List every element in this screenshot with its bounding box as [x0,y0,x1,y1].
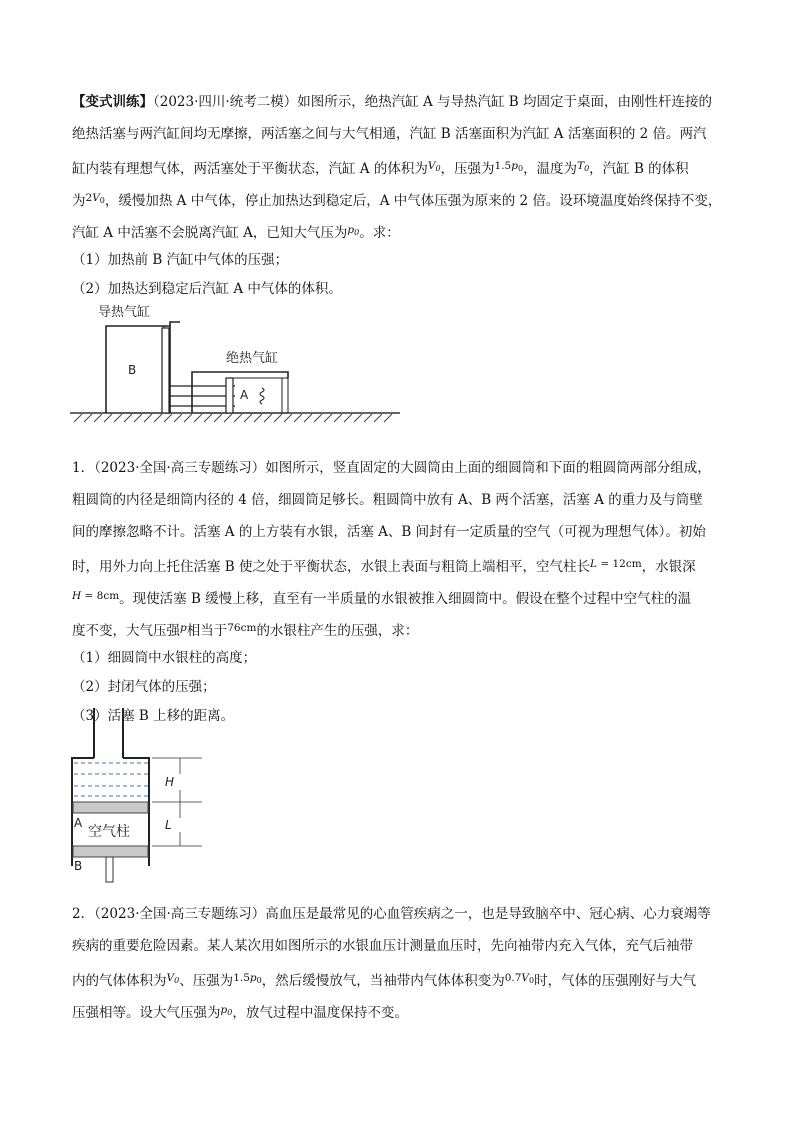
piston-a [73,802,148,813]
math-h-8cm: H = 8cm [72,590,120,602]
q2-paragraph [72,898,724,1026]
q1-figure [66,706,206,886]
math-l-12cm: L = 12cm [590,558,642,570]
q0-fig-label-b: B [128,363,137,377]
q0-line-2: 绝热活塞与两汽缸间均无摩擦，两活塞之间与大气相通，汽缸 B 活塞面积为汽缸 A 活塞面积的 2 倍。两汽 [72,126,707,142]
piston-rod [106,857,113,882]
q0-figure [70,300,410,425]
q1-line-6: 度不变，大气压强$^p$相当于$^{76cm}$的水银柱产生的压强，求： [72,622,419,639]
q0-paragraph [72,86,724,304]
thin-tube [94,708,123,758]
piston-b [73,846,148,857]
q0-line-1: 【变式训练】（2023·四川·统考二模）如图所示，绝热汽缸 A 与导热汽缸 B 均固定于桌面，由刚性杆连接的 [72,94,713,110]
mercury [74,763,148,796]
cylinder-a [192,372,288,413]
q0-line-4: 为$^{2V_0}$，缓慢加热 A 中气体，停止加热达到稳定后，A 中气体压强为原来的 2 倍。设环境温度始终保持不变， [72,192,722,209]
q0-line-3: 缸内装有理想气体，两活塞处于平衡状态，汽缸 A 的体积为$^{V_0}$，压强为$^{1.5p_0}$，温度为$^{T_0}$，汽缸 B 的体积 [72,160,689,177]
q1-line-5: $^{H = 8cm}$。现使活塞 B 缓慢上移，直至有一半质量的水银被推入细圆筒中。假设在整个过程中空气柱的温 [72,590,692,607]
math-t0: T0 [577,160,590,173]
math-0-7v0: 0.7V0 [504,972,535,985]
q1-sub-2: （2）封闭气体的压强； [72,679,216,695]
q1-fig-label-a: A [74,816,83,830]
dimension-l [152,802,202,846]
q0-fig-label-right: 绝热气缸 [226,351,279,366]
q2-line-3: 内的气体体积为$^{V_0}$、压强为$^{1.5p_0}$，然后缓慢放气，当袖带内气体体积变为$^{0.7V_0}$时，气体的压强刚好与大气 [72,972,697,989]
q1-fig-label-air: 空气柱 [88,824,130,840]
math-p: p [180,622,187,634]
connecting-rod [170,386,235,406]
q0-sub-2: （2）加热达到稳定后汽缸 A 中气体的体积。 [72,281,342,297]
math-v0-q2: V0 [166,972,180,985]
q1-fig-label-b: B [74,859,83,873]
q0-fig-label-a: A [240,388,249,402]
q1-line-2: 粗圆筒的内径是细筒内径的 4 倍，细圆筒足够长。粗圆筒中放有 A、B 两个活塞，活塞 A 的重力及与筒壁 [72,492,703,508]
q2-line-4: 压强相等。设大气压强为$^{p_0}$，放气过程中温度保持不变。 [72,1004,408,1021]
q2-line-2: 疾病的重要危险因素。某人某次用如图所示的水银血压计测量血压时，先向袖带内充入气体，充气后袖带 [72,938,693,954]
math-p0: p0 [347,224,360,237]
cylinder-b [106,322,180,413]
q1-line-3: 间的摩擦忽略不计。活塞 A 的上方装有水银，活塞 A、B 间封有一定质量的空气（可视为理想气体）。初始 [72,524,706,540]
math-76cm: 76cm [227,622,257,634]
q1-line-4: 时，用外力向上托住活塞 B 使之处于平衡状态，水银上表面与粗筒上端相平，空气柱长$^{L = 12cm}$，水银深 [72,558,696,575]
q0-line-5: 汽缸 A 中活塞不会脱离汽缸 A，已知大气压为$^{p_0}$。求： [72,224,400,241]
math-v0: V0 [427,160,441,173]
q2-line-1: 2．（2023·全国·高三专题练习）高血压是最常见的心血管疾病之一，也是导致脑卒中、冠心病、心力衰竭等 [72,906,711,922]
ground-hatch [70,413,400,422]
q0-label: 【变式训练】 [72,94,153,110]
q1-fig-label-h: H [165,775,175,789]
q0-fig-label-left: 导热气缸 [98,305,151,320]
dimension-h [152,758,202,802]
math-p0-q2: p0 [220,1004,233,1017]
math-2v0: 2V0 [85,192,105,205]
q1-line-1: 1．（2023·全国·高三专题练习）如图所示，竖直固定的大圆筒由上面的细圆筒和下面的粗圆筒两部分组成， [72,460,711,476]
math-1-5p0-q2: 1.5p0 [233,972,262,985]
q0-sub-1: （1）加热前 B 汽缸中气体的压强； [72,252,289,268]
q1-fig-label-l: L [165,818,172,832]
q1-sub-3: （3）活塞 B 上移的距离。 [72,708,235,724]
math-1-5p0: 1.5p0 [494,160,524,173]
q1-sub-1: （1）细圆筒中水银柱的高度； [72,650,257,666]
q1-paragraph [72,452,724,731]
